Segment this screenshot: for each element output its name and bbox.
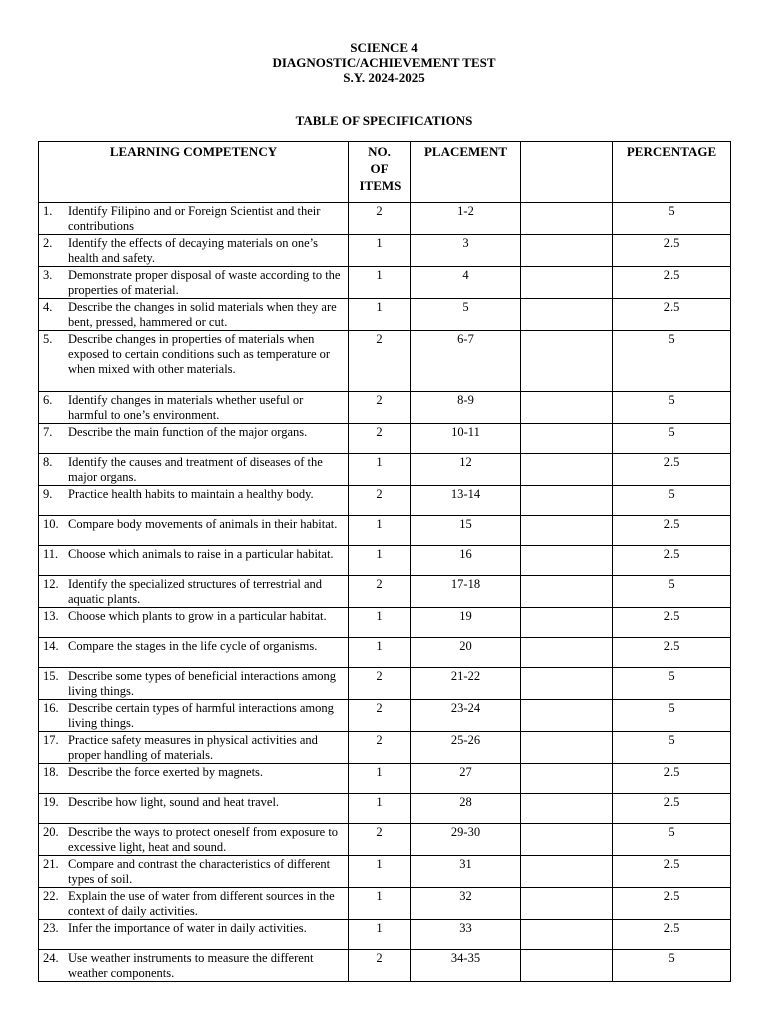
placement-cell: 15 [411,516,521,546]
competency-cell [39,920,349,950]
competency-text: Compare body movements of animals in their habitat. [68,517,338,531]
competency-cell [39,299,349,331]
percentage-cell: 5 [613,203,731,235]
blank-cell [521,700,613,732]
placement-cell: 13-14 [411,486,521,516]
competency-number: 8. [43,455,53,469]
table-row [39,608,731,638]
placement-cell: 28 [411,794,521,824]
table-row [39,950,731,982]
table-row [39,700,731,732]
competency-cell [39,546,349,576]
percentage-cell: 2.5 [613,888,731,920]
items-cell: 2 [349,668,411,700]
items-cell: 2 [349,732,411,764]
document-subtitle: DIAGNOSTIC/ACHIEVEMENT TEST [272,55,496,70]
items-cell: 2 [349,203,411,235]
blank-cell [521,546,613,576]
placement-cell: 21-22 [411,668,521,700]
percentage-cell: 5 [613,576,731,608]
table-row [39,486,731,516]
placement-cell: 8-9 [411,392,521,424]
blank-cell [521,576,613,608]
competency-text: Describe how light, sound and heat travel. [68,795,280,809]
competency-item [43,701,346,731]
competency-text: Describe some types of beneficial interactions among living things. [68,669,336,698]
table-row [39,638,731,668]
header-learning-competency: LEARNING COMPETENCY [39,142,349,203]
competency-cell [39,331,349,392]
items-cell: 2 [349,331,411,392]
blank-cell [521,203,613,235]
competency-number: 16. [43,701,59,715]
percentage-cell: 2.5 [613,764,731,794]
blank-cell [521,424,613,454]
competency-cell [39,794,349,824]
competency-text: Compare the stages in the life cycle of organisms. [68,639,318,653]
competency-item [43,455,346,485]
competency-number: 20. [43,825,59,839]
items-cell: 1 [349,888,411,920]
competency-text: Describe the ways to protect oneself from exposure to excessive light, heat and sound. [68,825,339,854]
competency-text: Describe the main function of the major organs. [68,425,308,439]
items-cell: 1 [349,764,411,794]
competency-cell [39,668,349,700]
percentage-cell: 5 [613,392,731,424]
placement-cell: 4 [411,267,521,299]
table-row [39,235,731,267]
competency-text: Describe changes in properties of materials when exposed to certain conditions such as temperature or when mixed with other materials. [68,332,331,376]
table-row [39,576,731,608]
blank-cell [521,331,613,392]
competency-item [43,609,346,624]
competency-text: Describe the changes in solid materials when they are bent, pressed, hammered or cut. [68,300,337,329]
competency-cell [39,486,349,516]
competency-text: Use weather instruments to measure the different weather components. [68,951,314,980]
header-no-of-items [349,142,411,203]
competency-number: 13. [43,609,59,623]
competency-number: 4. [43,300,53,314]
percentage-cell: 5 [613,700,731,732]
items-cell: 1 [349,516,411,546]
table-row [39,764,731,794]
table-title: TABLE OF SPECIFICATIONS [295,113,473,128]
placement-cell: 33 [411,920,521,950]
placement-cell: 3 [411,235,521,267]
placement-cell: 34-35 [411,950,521,982]
percentage-cell: 5 [613,950,731,982]
competency-item [43,425,346,440]
competency-text: Choose which plants to grow in a particular habitat. [68,609,327,623]
competency-item [43,236,346,266]
competency-cell [39,454,349,486]
competency-cell [39,856,349,888]
competency-text: Practice safety measures in physical activities and proper handling of materials. [68,733,318,762]
items-cell: 2 [349,424,411,454]
table-row [39,267,731,299]
competency-text: Identify Filipino and or Foreign Scientist and their contributions [68,204,321,233]
items-cell: 2 [349,700,411,732]
competency-item [43,487,346,502]
competency-cell [39,638,349,668]
competency-item [43,733,346,763]
competency-item [43,795,346,810]
competency-item [43,393,346,423]
blank-cell [521,454,613,486]
placement-cell: 10-11 [411,424,521,454]
competency-item [43,765,346,780]
header-placement: PLACEMENT [411,142,521,203]
blank-cell [521,950,613,982]
blank-cell [521,856,613,888]
competency-number: 15. [43,669,59,683]
placement-cell: 16 [411,546,521,576]
table-row [39,454,731,486]
percentage-cell: 2.5 [613,638,731,668]
table-row [39,299,731,331]
items-cell: 1 [349,235,411,267]
percentage-cell: 2.5 [613,608,731,638]
header-percentage: PERCENTAGE [613,142,731,203]
competency-item [43,639,346,654]
competency-number: 11. [43,547,59,561]
items-cell: 1 [349,856,411,888]
percentage-cell: 5 [613,486,731,516]
competency-item [43,268,346,298]
competency-number: 19. [43,795,59,809]
blank-cell [521,794,613,824]
table-row [39,888,731,920]
items-cell: 1 [349,638,411,668]
table-row [39,546,731,576]
competency-cell [39,576,349,608]
percentage-cell: 5 [613,732,731,764]
table-row [39,424,731,454]
placement-cell: 17-18 [411,576,521,608]
percentage-cell: 5 [613,424,731,454]
school-year: S.Y. 2024-2025 [343,70,425,85]
competency-item [43,951,346,981]
competency-cell [39,608,349,638]
items-cell: 1 [349,454,411,486]
percentage-cell: 2.5 [613,516,731,546]
placement-cell: 25-26 [411,732,521,764]
competency-number: 17. [43,733,59,747]
competency-number: 10. [43,517,59,531]
competency-text: Identify the causes and treatment of diseases of the major organs. [68,455,323,484]
competency-number: 1. [43,204,53,218]
competency-cell [39,888,349,920]
placement-cell: 31 [411,856,521,888]
competency-item [43,825,346,855]
placement-cell: 29-30 [411,824,521,856]
percentage-cell: 2.5 [613,920,731,950]
competency-cell [39,824,349,856]
competency-number: 9. [43,487,53,501]
percentage-cell: 2.5 [613,299,731,331]
competency-item [43,332,346,377]
placement-cell: 12 [411,454,521,486]
competency-number: 22. [43,889,59,903]
competency-item [43,921,346,936]
table-body [39,203,731,982]
table-row [39,392,731,424]
competency-item [43,547,346,562]
table-row [39,732,731,764]
competency-text: Identify the effects of decaying materials on one’s health and safety. [68,236,319,265]
items-cell: 2 [349,824,411,856]
table-row [39,824,731,856]
blank-cell [521,888,613,920]
percentage-cell: 2.5 [613,546,731,576]
competency-item [43,577,346,607]
table-row [39,668,731,700]
competency-cell [39,267,349,299]
competency-number: 5. [43,332,53,346]
competency-cell [39,516,349,546]
competency-text: Practice health habits to maintain a healthy body. [68,487,314,501]
blank-cell [521,638,613,668]
competency-item [43,669,346,699]
competency-cell [39,764,349,794]
header-blank [521,142,613,203]
table-row [39,331,731,392]
blank-cell [521,392,613,424]
competency-item [43,857,346,887]
competency-item [43,889,346,919]
competency-number: 7. [43,425,53,439]
table-row [39,794,731,824]
blank-cell [521,920,613,950]
placement-cell: 19 [411,608,521,638]
blank-cell [521,299,613,331]
competency-number: 24. [43,951,59,965]
competency-text: Identify the specialized structures of terrestrial and aquatic plants. [68,577,323,606]
percentage-cell: 5 [613,824,731,856]
table-row [39,856,731,888]
items-cell: 1 [349,546,411,576]
competency-cell [39,235,349,267]
competency-text: Describe the force exerted by magnets. [68,765,264,779]
competency-cell [39,392,349,424]
competency-number: 6. [43,393,53,407]
items-cell: 2 [349,576,411,608]
items-cell: 1 [349,299,411,331]
competency-cell [39,950,349,982]
percentage-cell: 2.5 [613,856,731,888]
header-no-of-items-label: NO. OF ITEMS [359,144,402,193]
competency-item [43,204,346,234]
competency-text: Demonstrate proper disposal of waste according to the properties of material. [68,268,341,297]
percentage-cell: 2.5 [613,235,731,267]
competency-text: Choose which animals to raise in a particular habitat. [68,547,334,561]
table-row [39,516,731,546]
competency-text: Infer the importance of water in daily activities. [68,921,307,935]
items-cell: 2 [349,950,411,982]
placement-cell: 6-7 [411,331,521,392]
competency-number: 21. [43,857,59,871]
blank-cell [521,486,613,516]
placement-cell: 20 [411,638,521,668]
blank-cell [521,267,613,299]
competency-item [43,517,346,532]
specifications-table [38,141,731,982]
placement-cell: 1-2 [411,203,521,235]
competency-cell [39,203,349,235]
blank-cell [521,732,613,764]
competency-cell [39,424,349,454]
blank-cell [521,516,613,546]
table-header-row [39,142,731,203]
competency-text: Compare and contrast the characteristics of different types of soil. [68,857,331,886]
competency-number: 18. [43,765,59,779]
table-row [39,203,731,235]
percentage-cell: 5 [613,331,731,392]
blank-cell [521,235,613,267]
placement-cell: 23-24 [411,700,521,732]
competency-number: 12. [43,577,59,591]
competency-number: 2. [43,236,53,250]
blank-cell [521,764,613,794]
competency-number: 3. [43,268,53,282]
blank-cell [521,608,613,638]
items-cell: 1 [349,267,411,299]
placement-cell: 32 [411,888,521,920]
competency-item [43,300,346,330]
items-cell: 1 [349,794,411,824]
percentage-cell: 2.5 [613,794,731,824]
table-row [39,920,731,950]
blank-cell [521,668,613,700]
items-cell: 2 [349,392,411,424]
items-cell: 1 [349,920,411,950]
competency-number: 23. [43,921,59,935]
competency-text: Explain the use of water from different sources in the context of daily activities. [68,889,335,918]
competency-cell [39,700,349,732]
placement-cell: 5 [411,299,521,331]
percentage-cell: 2.5 [613,267,731,299]
items-cell: 1 [349,608,411,638]
competency-text: Describe certain types of harmful interactions among living things. [68,701,334,730]
percentage-cell: 2.5 [613,454,731,486]
competency-text: Identify changes in materials whether useful or harmful to one’s environment. [68,393,304,422]
percentage-cell: 5 [613,668,731,700]
document-title: SCIENCE 4 [350,40,418,55]
blank-cell [521,824,613,856]
placement-cell: 27 [411,764,521,794]
items-cell: 2 [349,486,411,516]
competency-cell [39,732,349,764]
competency-number: 14. [43,639,59,653]
